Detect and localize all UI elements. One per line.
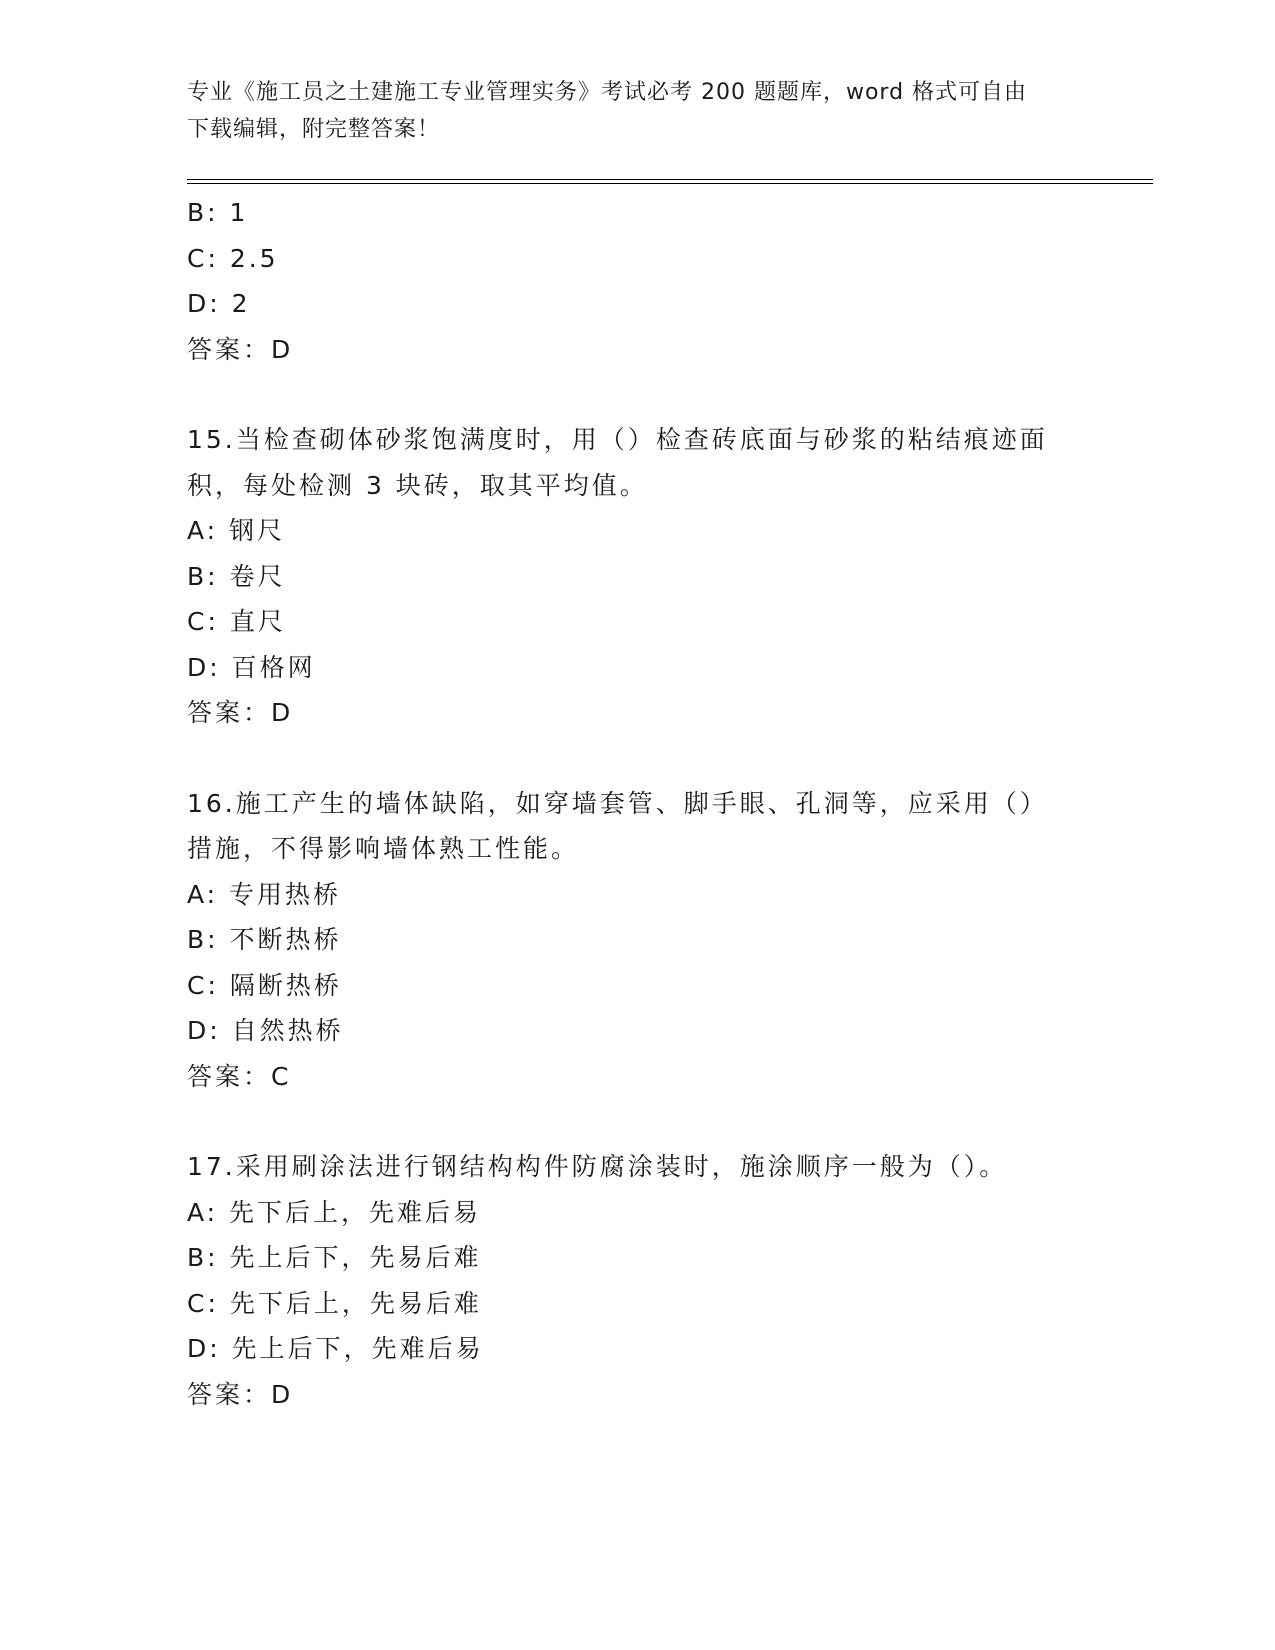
option-c: C: 2.5 bbox=[187, 243, 279, 273]
option-a: A: 钢尺 bbox=[187, 516, 286, 545]
option-c: C: 先下后上，先易后难 bbox=[187, 1288, 482, 1318]
header-rule-top bbox=[187, 179, 1153, 180]
answer: 答案：D bbox=[187, 334, 294, 364]
option-d: D: 2 bbox=[187, 289, 251, 318]
option-b: B: 不断热桥 bbox=[187, 925, 342, 954]
option-a: A: 专用热桥 bbox=[187, 879, 342, 909]
answer: 答案：D bbox=[187, 1379, 294, 1409]
document-body bbox=[187, 190, 1087, 1417]
option-c: C: 直尺 bbox=[187, 607, 286, 636]
answer: 答案：C bbox=[187, 1061, 292, 1091]
question-text-line-2: 措施，不得影响墙体熟工性能。 bbox=[187, 834, 580, 863]
question-text-line-1: 16.施工产生的墙体缺陷，如穿墙套管、脚手眼、孔洞等，应采用（） bbox=[187, 788, 1048, 818]
question-17 bbox=[187, 1144, 1087, 1417]
question-16 bbox=[187, 781, 1087, 1100]
answer: 答案：D bbox=[187, 698, 294, 727]
option-b: B: 卷尺 bbox=[187, 561, 286, 591]
question-text-line-2: 积，每处检测 3 块砖，取其平均值。 bbox=[187, 470, 648, 500]
header-line-1: 专业《施工员之土建施工专业管理实务》考试必考 200 题题库，word 格式可自由 bbox=[187, 80, 1028, 105]
option-a: A: 先下后上，先难后易 bbox=[187, 1197, 482, 1227]
question-text-line-1: 17.采用刷涂法进行钢结构构件防腐涂装时，施涂顺序一般为（）。 bbox=[187, 1152, 1008, 1181]
document-header bbox=[187, 74, 1067, 148]
option-d: D: 百格网 bbox=[187, 652, 316, 682]
option-b: B: 1 bbox=[187, 198, 249, 227]
option-d: D: 自然热桥 bbox=[187, 1016, 344, 1045]
header-line-2: 下载编辑，附完整答案！ bbox=[187, 117, 441, 142]
question-text-line-1: 15.当检查砌体砂浆饱满度时，用（）检查砖底面与砂浆的粘结痕迹面 bbox=[187, 425, 1048, 454]
option-b: B: 先上后下，先易后难 bbox=[187, 1243, 482, 1272]
option-d: D: 先上后下，先难后易 bbox=[187, 1334, 484, 1363]
question-15 bbox=[187, 417, 1087, 736]
previous-question bbox=[187, 190, 1087, 372]
option-c: C: 隔断热桥 bbox=[187, 970, 342, 1000]
header-rule-bottom bbox=[187, 183, 1153, 184]
